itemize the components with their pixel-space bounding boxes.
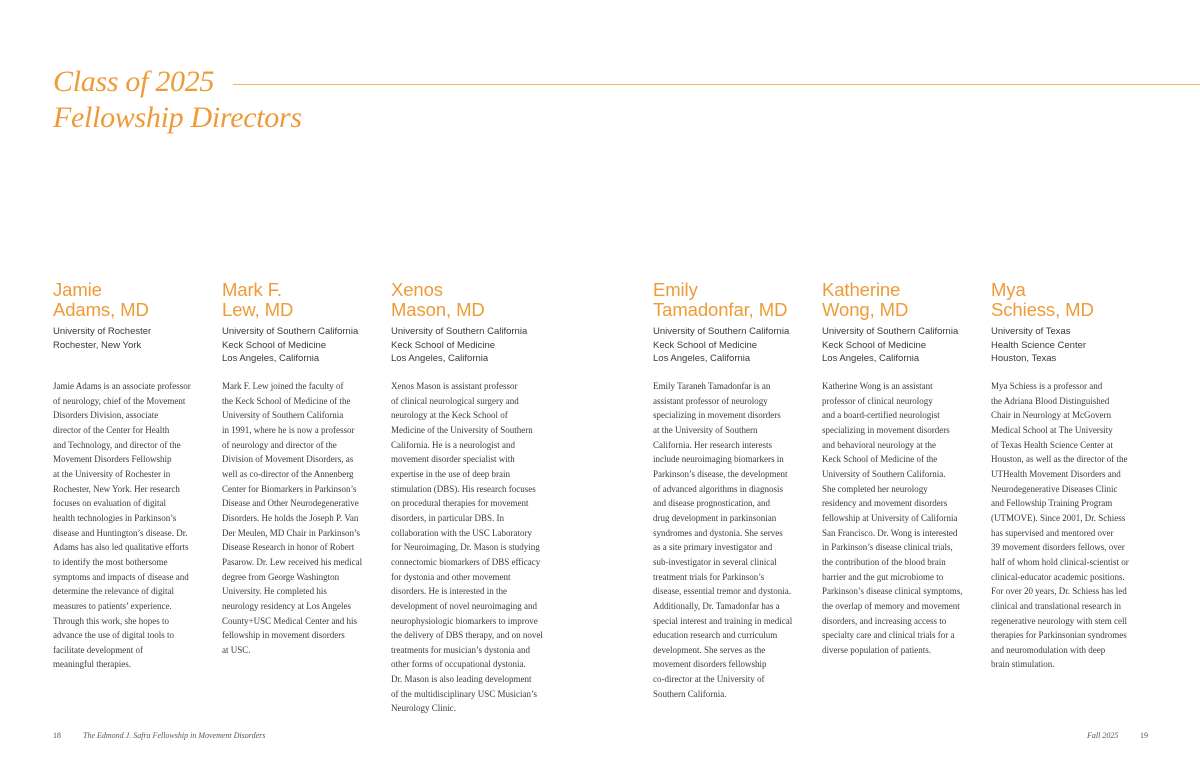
bio-line: development. She serves as the (653, 644, 766, 655)
affiliation-line: Houston, Texas (991, 353, 1057, 365)
bio-line: as a site primary investigator and (653, 542, 773, 553)
bio-line: drug development in parkinsonian (653, 512, 777, 523)
bio-line: neurophysiologic biomarkers to improve (391, 615, 538, 626)
director-column (222, 280, 382, 657)
bio-line: 39 movement disorders fellows, over (991, 542, 1125, 553)
bio-line: fellowship at University of California (822, 512, 958, 523)
bio-line: the overlap of memory and movement (822, 600, 960, 611)
bio-line: Disorders Division, associate (53, 410, 159, 421)
bio-line: of the multidisciplinary USC Musician’s (391, 688, 537, 699)
page-number-left: 18 (53, 731, 61, 740)
bio-line: Adams has also led qualitative efforts (53, 542, 189, 553)
bio-line: Rochester, New York. Her research (53, 483, 180, 494)
bio-line: advance the use of digital tools to (53, 630, 174, 641)
director-name-line: Adams, MD (53, 299, 149, 320)
bio-line: Parkinson’s disease, the development (653, 468, 788, 479)
bio-line: disorders, and increasing access to (822, 615, 947, 626)
bio-line: syndromes and dystonia. She serves (653, 527, 783, 538)
bio-line: for dystonia and other movement (391, 571, 511, 582)
affiliation-line: Los Angeles, California (222, 353, 320, 365)
affiliation-line: Los Angeles, California (653, 353, 751, 365)
bio-line: the delivery of DBS therapy, and on novel (391, 630, 543, 641)
bio-line: regenerative neurology with stem cell (991, 615, 1127, 626)
bio-line: Pasarow. Dr. Lew received his medical (222, 556, 363, 567)
bio-line: and Technology, and director of the (53, 439, 181, 450)
affiliation-line: University of Southern California (653, 326, 790, 337)
bio-line: specializing in movement disorders (653, 410, 781, 421)
bio-line: residency and movement disorders (822, 498, 948, 509)
publication-title: The Edmond J. Safra Fellowship in Movement Disorders (83, 731, 266, 740)
director-name (653, 280, 813, 320)
director-name-line: Katherine (822, 279, 901, 300)
affiliation-line: University of Rochester (53, 326, 152, 337)
bio-line: Houston, as well as the director of the (991, 454, 1128, 465)
bio-line: movement disorders fellowship (653, 659, 767, 670)
bio-line: California. Her research interests (653, 439, 772, 450)
bio-line: County+USC Medical Center and his (222, 615, 358, 626)
affiliation-line: Los Angeles, California (391, 353, 489, 365)
director-name (222, 280, 382, 320)
affiliation-line: Keck School of Medicine (391, 339, 496, 351)
bio-line: UTHealth Movement Disorders and (991, 468, 1121, 479)
bio-line: measures to patients’ experience. (53, 600, 172, 611)
bio-line: University. He completed his (222, 586, 327, 597)
director-affiliation (653, 325, 813, 369)
bio-line: Neurodegenerative Diseases Clinic (991, 483, 1118, 494)
bio-line: Neurology Clinic. (391, 703, 456, 714)
director-name-line: Mark F. (222, 279, 282, 300)
bio-line: symptoms and impacts of disease and (53, 571, 189, 582)
title-rule (233, 84, 1200, 85)
bio-line: well as co-director of the Annenberg (222, 468, 354, 479)
bio-line: Keck School of Medicine of the (822, 454, 938, 465)
bio-line: collaboration with the USC Laboratory (391, 527, 532, 538)
director-column (653, 280, 813, 701)
director-bio (653, 379, 813, 701)
bio-line: the Keck School of Medicine of the (222, 395, 351, 406)
bio-line: at the University of Rochester in (53, 468, 171, 479)
bio-line: director of the Center for Health (53, 424, 170, 435)
director-bio (391, 379, 551, 716)
bio-line: University of Southern California. (822, 468, 946, 479)
bio-line: neurology at the Keck School of (391, 410, 508, 421)
director-name-line: Mason, MD (391, 299, 485, 320)
bio-line: of neurology, chief of the Movement (53, 395, 186, 406)
bio-line: assistant professor of neurology (653, 395, 768, 406)
bio-line: has supervised and mentored over (991, 527, 1114, 538)
bio-line: neurology residency at Los Angeles (222, 600, 351, 611)
bio-line: Through this work, she hopes to (53, 615, 169, 626)
bio-line: Der Meulen, MD Chair in Parkinson’s (222, 527, 360, 538)
director-affiliation (222, 325, 382, 369)
bio-line: and behavioral neurology at the (822, 439, 936, 450)
bio-line: determine the relevance of digital (53, 586, 174, 597)
bio-line: Medicine of the University of Southern (391, 424, 533, 435)
bio-line: Southern California. (653, 688, 727, 699)
bio-line: the Adriana Blood Distinguished (991, 395, 1110, 406)
director-affiliation (53, 325, 213, 369)
bio-line: special interest and training in medical (653, 615, 793, 626)
bio-line: half of whom hold clinical-scientist or (991, 556, 1129, 567)
bio-line: Medical School at The University (991, 424, 1113, 435)
bio-line: disease, essential tremor and dystonia. (653, 586, 791, 597)
director-name (822, 280, 982, 320)
director-name-line: Jamie (53, 279, 102, 300)
bio-line: of clinical neurological surgery and (391, 395, 519, 406)
bio-line: and neuromodulation with deep (991, 644, 1106, 655)
bio-line: include neuroimaging biomarkers in (653, 454, 784, 465)
bio-line: Xenos Mason is assistant professor (391, 381, 518, 391)
affiliation-line: Rochester, New York (53, 339, 142, 351)
bio-line: at USC. (222, 644, 251, 655)
bio-line: Disease and Other Neurodegenerative (222, 498, 359, 509)
bio-line: and a board-certified neurologist (822, 410, 940, 421)
director-column (53, 280, 213, 672)
bio-line: Division of Movement Disorders, as (222, 454, 354, 465)
bio-line: professor of clinical neurology (822, 395, 933, 406)
bio-line: degree from George Washington (222, 571, 340, 582)
director-name (391, 280, 551, 320)
bio-line: Chair in Neurology at McGovern (991, 410, 1111, 421)
director-affiliation (991, 325, 1151, 369)
affiliation-line: University of Southern California (222, 326, 359, 337)
bio-line: Center for Biomarkers in Parkinson’s (222, 483, 357, 494)
bio-line: Disorders. He holds the Joseph P. Van (222, 512, 359, 523)
page-title-line1: Class of 2025 (53, 65, 215, 98)
bio-line: the contribution of the blood brain (822, 556, 946, 567)
bio-line: specialty care and clinical trials for a (822, 630, 955, 641)
bio-line: diverse population of patients. (822, 644, 931, 655)
director-column (822, 280, 982, 657)
bio-line: For over 20 years, Dr. Schiess has led (991, 586, 1127, 597)
director-affiliation (391, 325, 551, 369)
director-column (991, 280, 1151, 672)
director-affiliation (822, 325, 982, 369)
director-name-line: Tamadonfar, MD (653, 299, 788, 320)
bio-line: sub-investigator in several clinical (653, 556, 777, 567)
director-column (391, 280, 551, 716)
director-name-line: Wong, MD (822, 299, 909, 320)
bio-line: of Texas Health Science Center at (991, 439, 1113, 450)
director-name-line: Lew, MD (222, 299, 294, 320)
bio-line: specializing in movement disorders (822, 424, 950, 435)
affiliation-line: University of Southern California (391, 326, 528, 337)
director-bio (822, 379, 982, 657)
bio-line: to identify the most bothersome (53, 556, 168, 567)
bio-line: stimulation (DBS). His research focuses (391, 483, 536, 494)
bio-line: University of Southern California (222, 410, 344, 421)
bio-line: She completed her neurology (822, 483, 928, 494)
bio-line: expertise in the use of deep brain (391, 468, 510, 479)
page-title (53, 64, 302, 136)
bio-line: Movement Disorders Fellowship (53, 454, 172, 465)
bio-line: treatments for musician’s dystonia and (391, 644, 530, 655)
bio-line: connectomic biomarkers of DBS efficacy (391, 556, 541, 567)
affiliation-line: University of Southern California (822, 326, 959, 337)
bio-line: Katherine Wong is an assistant (822, 381, 933, 391)
bio-line: in Parkinson’s disease clinical trials, (822, 542, 953, 553)
bio-line: education research and curriculum (653, 630, 778, 641)
bio-line: fellowship in movement disorders (222, 630, 345, 641)
bio-line: clinical-educator academic positions. (991, 571, 1125, 582)
director-name-line: Xenos (391, 279, 443, 300)
director-bio (222, 379, 382, 657)
bio-line: development of novel neuroimaging and (391, 600, 537, 611)
director-name (991, 280, 1151, 320)
bio-line: health technologies in Parkinson’s (53, 512, 177, 523)
bio-line: on procedural therapies for movement (391, 498, 529, 509)
bio-line: brain stimulation. (991, 659, 1055, 670)
affiliation-line: Keck School of Medicine (822, 339, 927, 351)
bio-line: Jamie Adams is an associate professor (53, 381, 191, 391)
bio-line: Mya Schiess is a professor and (991, 381, 1103, 391)
issue-label: Fall 2025 (1087, 731, 1119, 740)
bio-line: and disease prognostication, and (653, 498, 770, 509)
bio-line: Mark F. Lew joined the faculty of (222, 381, 344, 391)
bio-line: facilitate development of (53, 644, 143, 655)
director-name-line: Emily (653, 279, 698, 300)
bio-line: and Fellowship Training Program (991, 498, 1113, 509)
bio-line: meaningful therapies. (53, 659, 131, 670)
bio-line: treatment trials for Parkinson’s (653, 571, 765, 582)
bio-line: disease and Huntington’s disease. Dr. (53, 527, 188, 538)
bio-line: movement disorder specialist with (391, 454, 515, 465)
page-number-right: 19 (1140, 731, 1148, 740)
bio-line: Additionally, Dr. Tamadonfar has a (653, 600, 780, 611)
bio-line: at the University of Southern (653, 424, 758, 435)
bio-line: Disease Research in honor of Robert (222, 542, 355, 553)
bio-line: of neurology and director of the (222, 439, 337, 450)
bio-line: disorders, in particular DBS. In (391, 512, 504, 523)
bio-line: barrier and the gut microbiome to (822, 571, 944, 582)
bio-line: clinical and translational research in (991, 600, 1121, 611)
director-bio (991, 379, 1151, 672)
bio-line: focuses on evaluation of digital (53, 498, 166, 509)
bio-line: (UTMOVE). Since 2001, Dr. Schiess (991, 512, 1126, 523)
director-name-line: Mya (991, 279, 1026, 300)
bio-line: for Neuroimaging, Dr. Mason is studying (391, 542, 540, 553)
director-bio (53, 379, 213, 672)
bio-line: in 1991, where he is now a professor (222, 424, 355, 435)
bio-line: Parkinson’s disease clinical symptoms, (822, 586, 963, 597)
affiliation-line: Keck School of Medicine (222, 339, 327, 351)
affiliation-line: Los Angeles, California (822, 353, 920, 365)
bio-line: co-director at the University of (653, 674, 765, 685)
affiliation-line: Keck School of Medicine (653, 339, 758, 351)
director-name (53, 280, 213, 320)
affiliation-line: Health Science Center (991, 339, 1087, 351)
bio-line: Dr. Mason is also leading development (391, 674, 532, 685)
bio-line: California. He is a neurologist and (391, 439, 515, 450)
page-title-line2: Fellowship Directors (53, 101, 302, 134)
director-name-line: Schiess, MD (991, 299, 1094, 320)
affiliation-line: University of Texas (991, 326, 1071, 337)
bio-line: Emily Taraneh Tamadonfar is an (653, 381, 771, 391)
bio-line: of advanced algorithms in diagnosis (653, 483, 783, 494)
bio-line: San Francisco. Dr. Wong is interested (822, 527, 958, 538)
bio-line: therapies for Parkinsonian syndromes (991, 630, 1127, 641)
bio-line: other forms of occupational dystonia. (391, 659, 526, 670)
bio-line: disorders. He is interested in the (391, 586, 507, 597)
